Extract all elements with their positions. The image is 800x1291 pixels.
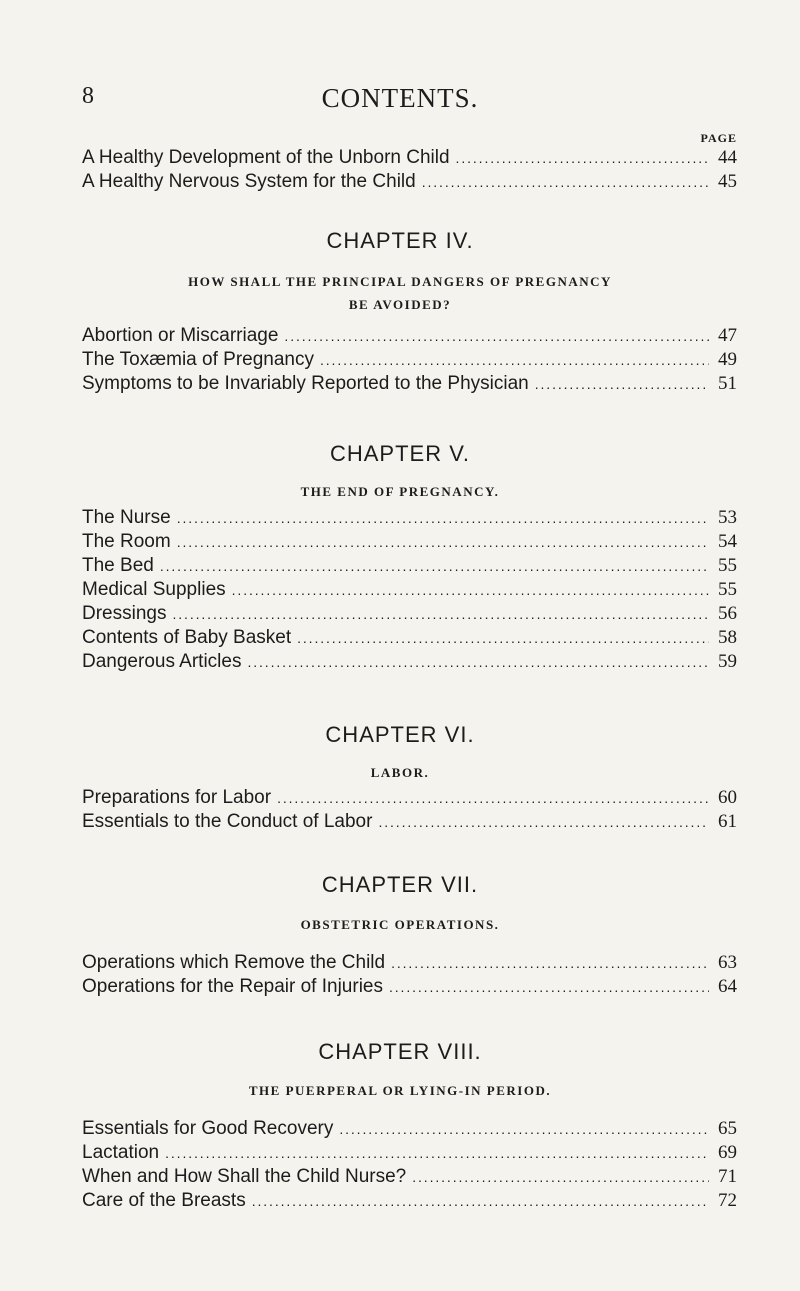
toc-entry[interactable] (82, 578, 737, 602)
entry-page: 71 (718, 1166, 737, 1187)
entry-page: 58 (718, 627, 737, 648)
dot-leader (172, 602, 709, 626)
toc-entry[interactable] (82, 975, 737, 999)
chapter-heading: CHAPTER VIII. (318, 1039, 482, 1064)
toc-entry[interactable] (82, 810, 737, 834)
entry-label: When and How Shall the Child Nurse? (82, 1166, 407, 1187)
chapter-subtitle: LABOR. (370, 765, 430, 780)
toc-entry[interactable] (82, 146, 737, 170)
chapter-heading: CHAPTER IV. (326, 228, 474, 253)
entry-page: 53 (718, 507, 737, 528)
entry-page: 59 (718, 651, 737, 672)
entry-label: Abortion or Miscarriage (82, 325, 279, 346)
entry-page: 61 (718, 811, 737, 832)
dot-leader (535, 372, 709, 396)
toc-entry[interactable] (82, 348, 737, 372)
entry-page: 65 (718, 1118, 737, 1139)
dot-leader (391, 951, 709, 975)
entry-page: 55 (718, 555, 737, 576)
page-column-label: PAGE (700, 131, 737, 145)
toc-entry[interactable] (82, 1165, 737, 1189)
entry-page: 47 (718, 325, 737, 346)
entry-list (82, 1117, 737, 1213)
entry-label: Essentials to the Conduct of Labor (82, 811, 373, 832)
entry-label: A Healthy Nervous System for the Child (82, 171, 416, 192)
entry-label: A Healthy Development of the Unborn Child (82, 147, 450, 168)
entry-label: The Toxæmia of Pregnancy (82, 349, 314, 370)
entry-label: Dangerous Articles (82, 651, 242, 672)
entry-page: 55 (718, 579, 737, 600)
toc-entry[interactable] (82, 626, 737, 650)
entry-page: 72 (718, 1190, 737, 1211)
dot-leader (389, 975, 709, 999)
chapter-subtitle: BE AVOIDED? (348, 297, 452, 312)
toc-entry[interactable] (82, 1189, 737, 1213)
chapter-heading: CHAPTER VI. (325, 722, 475, 747)
dot-leader (456, 146, 709, 170)
entry-page: 64 (718, 976, 737, 997)
entry-label: Preparations for Labor (82, 787, 272, 808)
chapter-subtitle: OBSTETRIC OPERATIONS. (300, 917, 500, 932)
dot-leader (297, 626, 709, 650)
entry-page: 63 (718, 952, 737, 973)
dot-leader (320, 348, 709, 372)
dot-leader (284, 324, 709, 348)
chapter-subtitle: HOW SHALL THE PRINCIPAL DANGERS OF PREGNANCY (188, 274, 612, 289)
toc-entry[interactable] (82, 786, 737, 810)
entry-list (82, 786, 737, 834)
entry-label: Dressings (82, 603, 167, 624)
dot-leader (422, 170, 709, 194)
entry-page: 56 (718, 603, 737, 624)
toc-entry[interactable] (82, 602, 737, 626)
entry-label: Contents of Baby Basket (82, 627, 292, 648)
toc-entry[interactable] (82, 170, 737, 194)
entry-label: Lactation (82, 1142, 160, 1163)
entry-label: Essentials for Good Recovery (82, 1118, 334, 1139)
dot-leader (378, 810, 709, 834)
toc-entry[interactable] (82, 1141, 737, 1165)
dot-leader (160, 554, 709, 578)
running-head (0, 83, 800, 113)
chapter-subtitle: THE PUERPERAL OR LYING-IN PERIOD. (248, 1083, 552, 1098)
toc-entry[interactable] (82, 530, 737, 554)
toc-entry[interactable] (82, 506, 737, 530)
entry-label: Operations for the Repair of Injuries (82, 976, 383, 997)
entry-label: The Nurse (82, 507, 171, 528)
entry-label: Operations which Remove the Child (82, 952, 386, 973)
toc-entry[interactable] (82, 951, 737, 975)
dot-leader (232, 578, 709, 602)
entry-list (82, 146, 737, 194)
dot-leader (177, 506, 709, 530)
toc-entry[interactable] (82, 324, 737, 348)
entry-page: 54 (718, 531, 737, 552)
toc-entry[interactable] (82, 372, 737, 396)
entry-label: Care of the Breasts (82, 1190, 246, 1211)
entry-page: 60 (718, 787, 737, 808)
entry-label: The Room (82, 531, 171, 552)
entry-list (82, 324, 737, 396)
page-number: 8 (82, 83, 94, 109)
dot-leader (277, 786, 709, 810)
toc-entry[interactable] (82, 650, 737, 674)
dot-leader (177, 530, 709, 554)
page-title: CONTENTS. (321, 83, 479, 113)
dot-leader (339, 1117, 709, 1141)
entry-label: Medical Supplies (82, 579, 226, 600)
entry-page: 69 (718, 1142, 737, 1163)
chapter-heading: CHAPTER VII. (321, 872, 479, 897)
chapter-heading: CHAPTER V. (329, 441, 470, 466)
entry-page: 49 (718, 349, 737, 370)
entry-list (82, 951, 737, 999)
entry-list (82, 506, 737, 674)
entry-page: 44 (718, 147, 737, 168)
dot-leader (247, 650, 709, 674)
dot-leader (252, 1189, 709, 1213)
dot-leader (412, 1165, 709, 1189)
chapter-subtitle: THE END OF PREGNANCY. (300, 484, 500, 499)
entry-page: 45 (718, 171, 737, 192)
entry-label: Symptoms to be Invariably Reported to the Physician (82, 373, 529, 394)
entry-label: The Bed (82, 555, 154, 576)
dot-leader (165, 1141, 709, 1165)
toc-entry[interactable] (82, 554, 737, 578)
toc-entry[interactable] (82, 1117, 737, 1141)
entry-page: 51 (718, 373, 737, 394)
